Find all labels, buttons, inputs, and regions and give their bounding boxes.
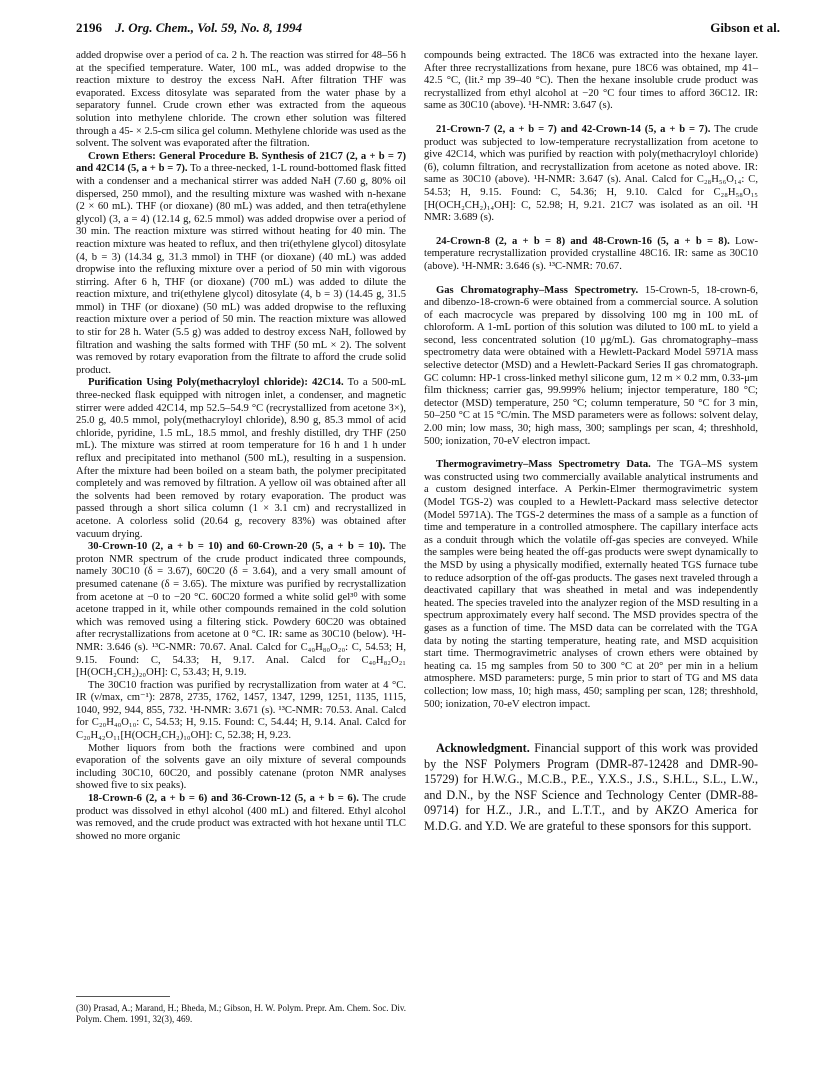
spacer <box>424 225 758 236</box>
heading-tg-ms: Thermogravimetry–Mass Spectrometry Data. <box>436 459 651 471</box>
paragraph-purification <box>76 377 406 541</box>
paragraph-21c7 <box>424 124 758 225</box>
left-column <box>76 50 406 843</box>
heading-gc-ms: Gas Chromatography–Mass Spectrometry. <box>436 284 639 296</box>
paragraph-procedure-b <box>76 151 406 378</box>
body-acknowledgment: Financial support of this work was provided by the NSF Polymers Program (DMR-87-12428 and DMR-90-15729) for H.W.G., M.C.B., P.E., Y.X.S., J.S., S.H.L., S.L., L.W., and D.N., by the NSF Science and Technology Center (DMR-88-09714) for H.Z., J.R., and L.T.T., and by AKZO America for M.D.G. and Y.D. We are grateful to these sponsors for this support. <box>424 741 758 834</box>
body-21c7: The crude product was subjected to low-temperature recrystallization from acetone to give 42C14, which was purified by reaction with poly(methacryloyl chloride) (6), column filtration, and recrystallization from acetone as noted above. IR: same as 30C10 (above). ¹H-NMR: 3.647 (s). Anal. Calcd for C₂₈H₅₆O₁₄: C, 54.53; H, 9.15. Found: C, 54.36; H, 9.10. Calcd for C₂₈H₅₈O₁₅ [H(OCH₂CH₂)₁₄OH]: C, 52.98; H, 9.21. 21C7 was isolated as an oil. ¹H NMR: 3.689 (s). <box>424 123 758 224</box>
page-number: 2196 <box>76 20 102 35</box>
running-header <box>76 20 780 40</box>
heading-24c8: 24-Crown-8 (2, a + b = 8) and 48-Crown-16 (5, a + b = 8). <box>436 235 730 247</box>
paragraph-30c10-fraction: The 30C10 fraction was purified by recrystallization from water at 4 °C. IR (ν/max, cm⁻¹): 2878, 2735, 1762, 1457, 1347, 1299, 1251, 1135, 1115, 1040, 992, 944, 855, 732. ¹H-NMR: 3.671 (s). ¹³C-NMR: 70.53. Anal. Calcd for C₂₀H₄₀O₁₀: C, 54.53; H, 9.15. Found: C, 54.44; H, 9.14. Anal. Calcd for C₂₀H₄₂O₁₁[H(OCH₂CH₂)₁₀OH]: C, 52.38; H, 9.23. <box>76 679 406 742</box>
paragraph-mother-liquors: Mother liquors from both the fractions were combined and upon evaporation of the solvents gave an oily mixture of several compounds including 30C10, 60C20, and possibly catenane (proton NMR analyses showed five to six peaks). <box>76 742 406 792</box>
header-authors: Gibson et al. <box>710 20 780 35</box>
spacer <box>424 274 758 285</box>
body-18c6: The crude product was dissolved in ethyl alcohol (400 mL) and filtered. Ethyl alcohol was removed, and the crude product was extracted with hot hexane until TLC showed no more organic <box>76 793 406 842</box>
heading-acknowledgment: Acknowledgment. <box>436 741 530 756</box>
body-purification: To a 500-mL three-necked flask equipped with nitrogen inlet, a condenser, and magnetic stirrer were added 42C14, mp 52.5–54.9 °C (recrystallized from acetone 3×), 25.0 g, 40.5 mmol, poly(methacryloyl chloride), 8.90 g, 85.3 mmol of acid chloride, pyridine, 1.5 mL, 18.5 mmol, and freshly distilled, dry THF (250 mL). The mixture was stirred at room temperature for 16 h and 1 h under reflux and precipitated into methanol (500 mL), resulting in a suspension. After the mixture had been boiled on a steam bath, the polymer precipitated completely and was removed by filtration. A yellow oil was obtained after all the solvents had been removed by rotary evaporation. The product was passed through a short silica column (1 × 3.1 cm) and recrystallized in acetone. A colorless solid (20.64 g, recovery 83%) was obtained after vacuum drying. <box>76 377 406 540</box>
footnote-rule <box>76 996 170 997</box>
heading-purification: Purification Using Poly(methacryloyl chloride): 42C14. <box>88 377 344 389</box>
header-left <box>76 20 302 36</box>
spacer <box>424 448 758 459</box>
spacer <box>424 113 758 124</box>
spacer <box>424 711 758 741</box>
heading-21c7: 21-Crown-7 (2, a + b = 7) and 42-Crown-14 (5, a + b = 7). <box>436 123 711 135</box>
footnote: (30) Prasad, A.; Marand, H.; Bheda, M.; Gibson, H. W. Polym. Prepr. Am. Chem. Soc. Div. Polym. Chem. 1991, 32(3), 469. <box>76 1003 406 1024</box>
paragraph-24c8 <box>424 236 758 274</box>
body-30c10: The proton NMR spectrum of the crude product indicated three compounds, namely 30C10 (δ = 3.67), 60C20 (δ = 3.64), and a very small amount of presumed catenane (δ = 3.65). The mixture was purified by recrystallization from acetone at −0 to −20 °C. 60C20 formed a white solid gel³⁰ with some acetone trapped in it, while other compounds remained in the cold solution which was removed using a filtering stick. Powdery 60C20 was obtained after recrystallizations from acetone at 0 °C. IR: same as 30C10 (below). ¹H-NMR: 3.646 (s). ¹³C-NMR: 70.67. Anal. Calcd for C₄₀H₈₀O₂₀: C, 54.53; H, 9.15. Found: C, 54.33; H, 9.17. Anal. Calcd for C₄₀H₈₂O₂₁ [H(OCH₂CH₂)₂₀OH]: C, 53.43; H, 9.19. <box>76 541 406 679</box>
body-24c8: Low-temperature recrystallization provided crystalline 48C16. IR: same as 30C10 (above). ¹H-NMR: 3.646 (s). ¹³C-NMR: 70.67. <box>424 235 758 272</box>
body-gc-ms: 15-Crown-5, 18-crown-6, and dibenzo-18-crown-6 were obtained from a commercial source. A solution of each macrocycle was prepared by dissolving 100 mg in 100 mL of chloroform. A 1-mL portion of this solution was diluted to 100 mL to yield a second, less concentrated solution (10 μg/mL). Gas chromatography–mass spectrometry data were obtained with a Hewlett-Packard Model 5971A mass selective detector (MSD) and a Hewlett-Packard Series II gas chromatograph. GC column: HP-1 cross-linked methyl silicone gum, 12 m × 0.2 mm, 0.33-μm film thickness; carrier gas, 99.999% helium; injector temperature, 180 °C; detector (MSD) temperature, 250 °C; column temperature, 50 °C for 3 min, 50–250 °C at 15 °C/min. The MSD parameters were as follows: solvent delay, 2.00 min; low mass, 30; high mass, 300; samplings per scan, 4; threshhold, 500; ionization, 70-eV electron impact. <box>424 284 758 447</box>
heading-18c6: 18-Crown-6 (2, a + b = 6) and 36-Crown-12 (5, a + b = 6). <box>88 793 359 805</box>
journal-citation: J. Org. Chem., Vol. 59, No. 8, 1994 <box>115 20 302 35</box>
paragraph-tg-ms <box>424 459 758 711</box>
paragraph-continuation: added dropwise over a period of ca. 2 h. The reaction was stirred for 48–56 h at the specified temperature. Water, 100 mL, was added dropwise to the reaction mixture to destroy the excess NaH. After filtration THF was evaporated. Excess ditosylate was separated from the water phase by a separatory funnel. Crude crown ether was extracted from the aqueous solution into methylene chloride. The crown ether solution was filtered through a 45- × 2.5-cm silica gel column. Methylene chloride was used as the solvent. The solvent was evaporated after the filtration. <box>76 50 406 150</box>
paragraph-18c6-continued: compounds being extracted. The 18C6 was extracted into the hexane layer. After three recrystallizations from hexane, pure 18C6 was obtained, mp 41–42.5 °C, (lit.² mp 39–40 °C). Then the hexane insoluble crude product was recrystallized from ethyl alcohol at −20 °C four times to afford 36C12. IR: same as 30C10 (above). ¹H-NMR: 3.647 (s). <box>424 50 758 112</box>
body-tg-ms: The TGA–MS system was constructed using two commercially available analytical instruments and a custom designed interface. A Perkin-Elmer thermogravimetric system (Model TGS-2) was coupled to a Hewlett-Packard mass selective detector (Model 5971A). The TGS-2 determines the mass of a sample as a function of time and temperature in a controlled atmosphere. The capillary interface acts as a conduit through which the volatile off-gas species are conveyed. While the samples were being heated the off-gas products were swept dynamically to the MSD by using a physically modified, externally heated TGS furnace tube to reduce adsorption of the off-gas products. The gases next traveled through a deactivated capillary that was sheathed in metal and was independently heated. The species traveled into the analyzer region of the MSD resulting in a spectrum approximately every half second. The MSD provides spectra of the gases as a function of time. The MSD data can be correlated with the TGA data by noting the starting temperature, heating rate, and MSD acquisition start time. Thermogravimetric analyses of crown ethers were obtained by heating ca. 15 mg samples from 50 to 300 °C at 20° per min in a helium atmosphere. MSD parameters: purge, 5 min prior to start of TG and MS data collection; low mass, 10; high mass, 450; sampling per scan, 128; threshhold, 500; ionization, 70-eV electron impact. <box>424 459 758 710</box>
body-procedure-b: To a three-necked, 1-L round-bottomed flask fitted with a condenser and a mechanical stirrer was added NaH (7.60 g, 80% oil dispersed, 250 mmol), and the resulting mixture was washed with n-hexane (2 × 60 mL). THF (or dioxane) (80 mL) was added, and then tetra(ethylene glycol) (3, a = 4) (12.14 g, 62.5 mmol) was added dropwise over a period of 30 min. The reaction mixture was stirred without heating for 40 min. The reaction mixture was heated to reflux, and then tri(ethylene glycol) ditosylate (4, b = 3) (14.34 g, 31.3 mmol) in THF (or dioxane) (40 mL) was added dropwise into the refluxing mixture over a period of 50 min with vigorous stirring. After 6 h, THF (or dioxane) (700 mL) was added to dilute the reaction mixture, and tri(ethylene glycol) ditosylate (4, b = 3) (14.45 g, 31.5 mmol) in THF (or dioxane) (50 mL) was added dropwise to the refluxing reaction mixture over a period of 50 min. The reaction mixture was allowed to stir for 28 h. Water (5.5 g) was added to destroy excess NaH, followed by filtration and washing the salts formed with THF (50 mL × 2). The solvent was removed by rotary evaporation from the filtrate to afford the crude solid product. <box>76 163 406 376</box>
heading-procedure-b: Crown Ethers: General Procedure B. Synthesis of 21C7 (2, a + b = 7) and 42C14 (5, a + b = 7). <box>76 150 406 175</box>
paragraph-gc-ms <box>424 285 758 449</box>
paragraph-18c6 <box>76 793 406 843</box>
paragraph-acknowledgment <box>424 741 758 835</box>
paragraph-30c10 <box>76 541 406 680</box>
heading-30c10: 30-Crown-10 (2, a + b = 10) and 60-Crown-20 (5, a + b = 10). <box>88 541 386 553</box>
right-column <box>424 50 758 835</box>
